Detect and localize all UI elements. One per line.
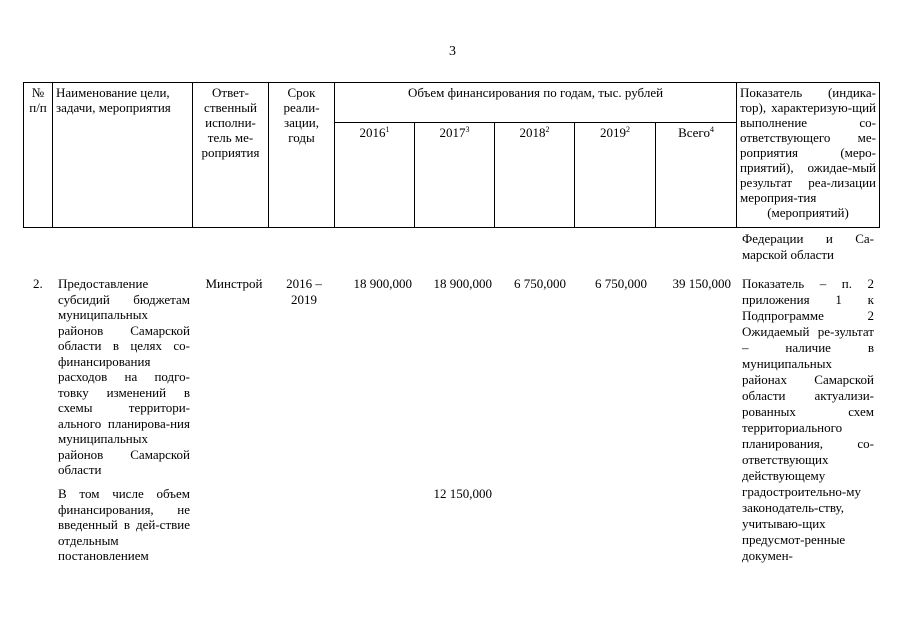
header-year-2018: 2018$^2$ (495, 123, 575, 228)
row-term: 2016 – 2019 (286, 276, 322, 307)
header-total: Всего$^4$ (656, 123, 737, 228)
header-executor: Ответ-ственный исполни-тель ме-роприятия (193, 83, 269, 228)
row-value-2016: 18 900,000 (353, 276, 412, 291)
header-indicator: Показатель (индика-тор), характеризую-щий выполнение со-ответствующего ме-роприятия (меро-приятий), ожидае-мый результат реа-лизации мероприя-тия (мероприятий) (737, 83, 880, 228)
indicator-carryover: Федерации и Са-марской области (742, 231, 874, 262)
row-sub-value-2017: 12 150,000 (433, 486, 492, 501)
row-sub-name: В том числе объем финансирования, не введенный в дей-ствие отдельным постановлением (58, 486, 190, 563)
header-name: Наименование цели, задачи, мероприятия (53, 83, 193, 228)
row-value-2017: 18 900,000 (433, 276, 492, 291)
header-funding: Объем финансирования по годам, тыс. рублей (335, 83, 737, 123)
row-number: 2. (33, 276, 43, 291)
header-year-2017: 2017$^3$ (415, 123, 495, 228)
funding-table-header (23, 82, 880, 228)
header-year-2016: 2016$^1$ (335, 123, 415, 228)
row-value-total: 39 150,000 (672, 276, 731, 291)
header-year-2019: 2019$^2$ (575, 123, 656, 228)
page-number: 3 (449, 44, 456, 59)
header-term: Срок реали-зации, годы (269, 83, 335, 228)
row-executor: Минстрой (205, 276, 263, 291)
row-indicator: Показатель – п. 2 приложения 1 к Подпрограмме 2 Ожидаемый ре-зультат – наличие в муниципальных районах Самарской области актуализи-рованных схем территориального планирования, со-ответствующих действующему градостроительно-му законодатель-ству, учитываю-щих предусмот-ренные докумен- (742, 276, 874, 563)
row-value-2019: 6 750,000 (595, 276, 647, 291)
row-value-2018: 6 750,000 (514, 276, 566, 291)
header-number: № п/п (24, 83, 53, 228)
row-name: Предоставление субсидий бюджетам муниципальных районов Самарской области в целях со-финансирования расходов на подго-товку изменений в схемы территори-ального планирова-ния муниципальных районов Самарской области (58, 276, 190, 477)
